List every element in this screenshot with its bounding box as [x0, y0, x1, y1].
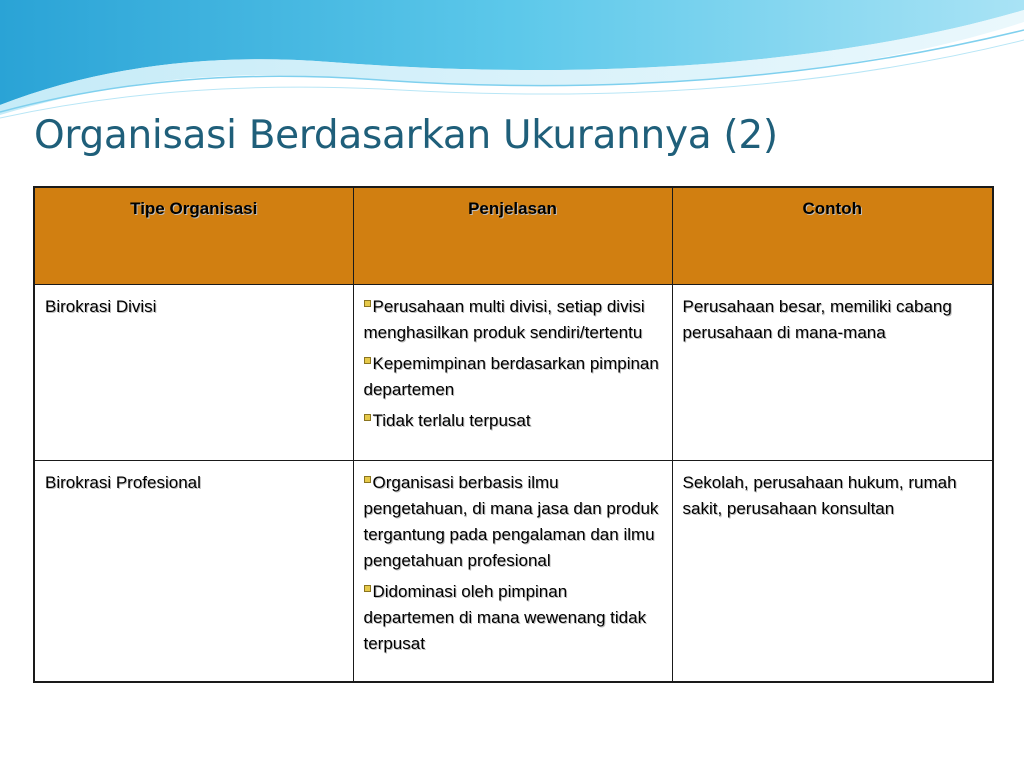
slide-title: Organisasi Berdasarkan Ukurannya (2): [34, 113, 778, 158]
bullet-text: Organisasi berbasis ilmu pengetahuan, di mana jasa dan produk tergantung pada pengalaman dan ilmu pengetahuan profesional: [363, 473, 659, 570]
bullet-item: [364, 351, 662, 403]
cell-contoh: Perusahaan besar, memiliki cabang perusahaan di mana-mana: [672, 285, 993, 461]
cell-tipe: Birokrasi Divisi: [34, 285, 353, 461]
table-row: [34, 285, 993, 461]
square-bullet-icon: [364, 476, 371, 483]
cell-penjelasan: [353, 285, 672, 461]
bullet-item: [364, 294, 662, 346]
bullet-list: [364, 470, 662, 657]
square-bullet-icon: [364, 357, 371, 364]
header-contoh: Contoh: [672, 187, 993, 285]
table-header-row: [34, 187, 993, 285]
bullet-item: [364, 408, 662, 434]
table-row: [34, 461, 993, 683]
header-penjelasan: Penjelasan: [353, 187, 672, 285]
cell-contoh: Sekolah, perusahaan hukum, rumah sakit, perusahaan konsultan: [672, 461, 993, 683]
bullet-text: Kepemimpinan berdasarkan pimpinan departemen: [363, 354, 659, 399]
square-bullet-icon: [364, 585, 371, 592]
bullet-text: Perusahaan multi divisi, setiap divisi menghasilkan produk sendiri/tertentu: [363, 297, 645, 342]
bullet-item: [364, 470, 662, 574]
square-bullet-icon: [364, 300, 371, 307]
decorative-wave-banner: [0, 0, 1024, 130]
header-tipe-organisasi: Tipe Organisasi: [34, 187, 353, 285]
bullet-item: [364, 579, 662, 657]
bullet-list: [364, 294, 662, 434]
bullet-text: Tidak terlalu terpusat: [372, 411, 531, 430]
square-bullet-icon: [364, 414, 371, 421]
organization-types-table: [33, 186, 994, 683]
cell-tipe: Birokrasi Profesional: [34, 461, 353, 683]
cell-penjelasan: [353, 461, 672, 683]
bullet-text: Didominasi oleh pimpinan departemen di mana wewenang tidak terpusat: [363, 582, 647, 653]
